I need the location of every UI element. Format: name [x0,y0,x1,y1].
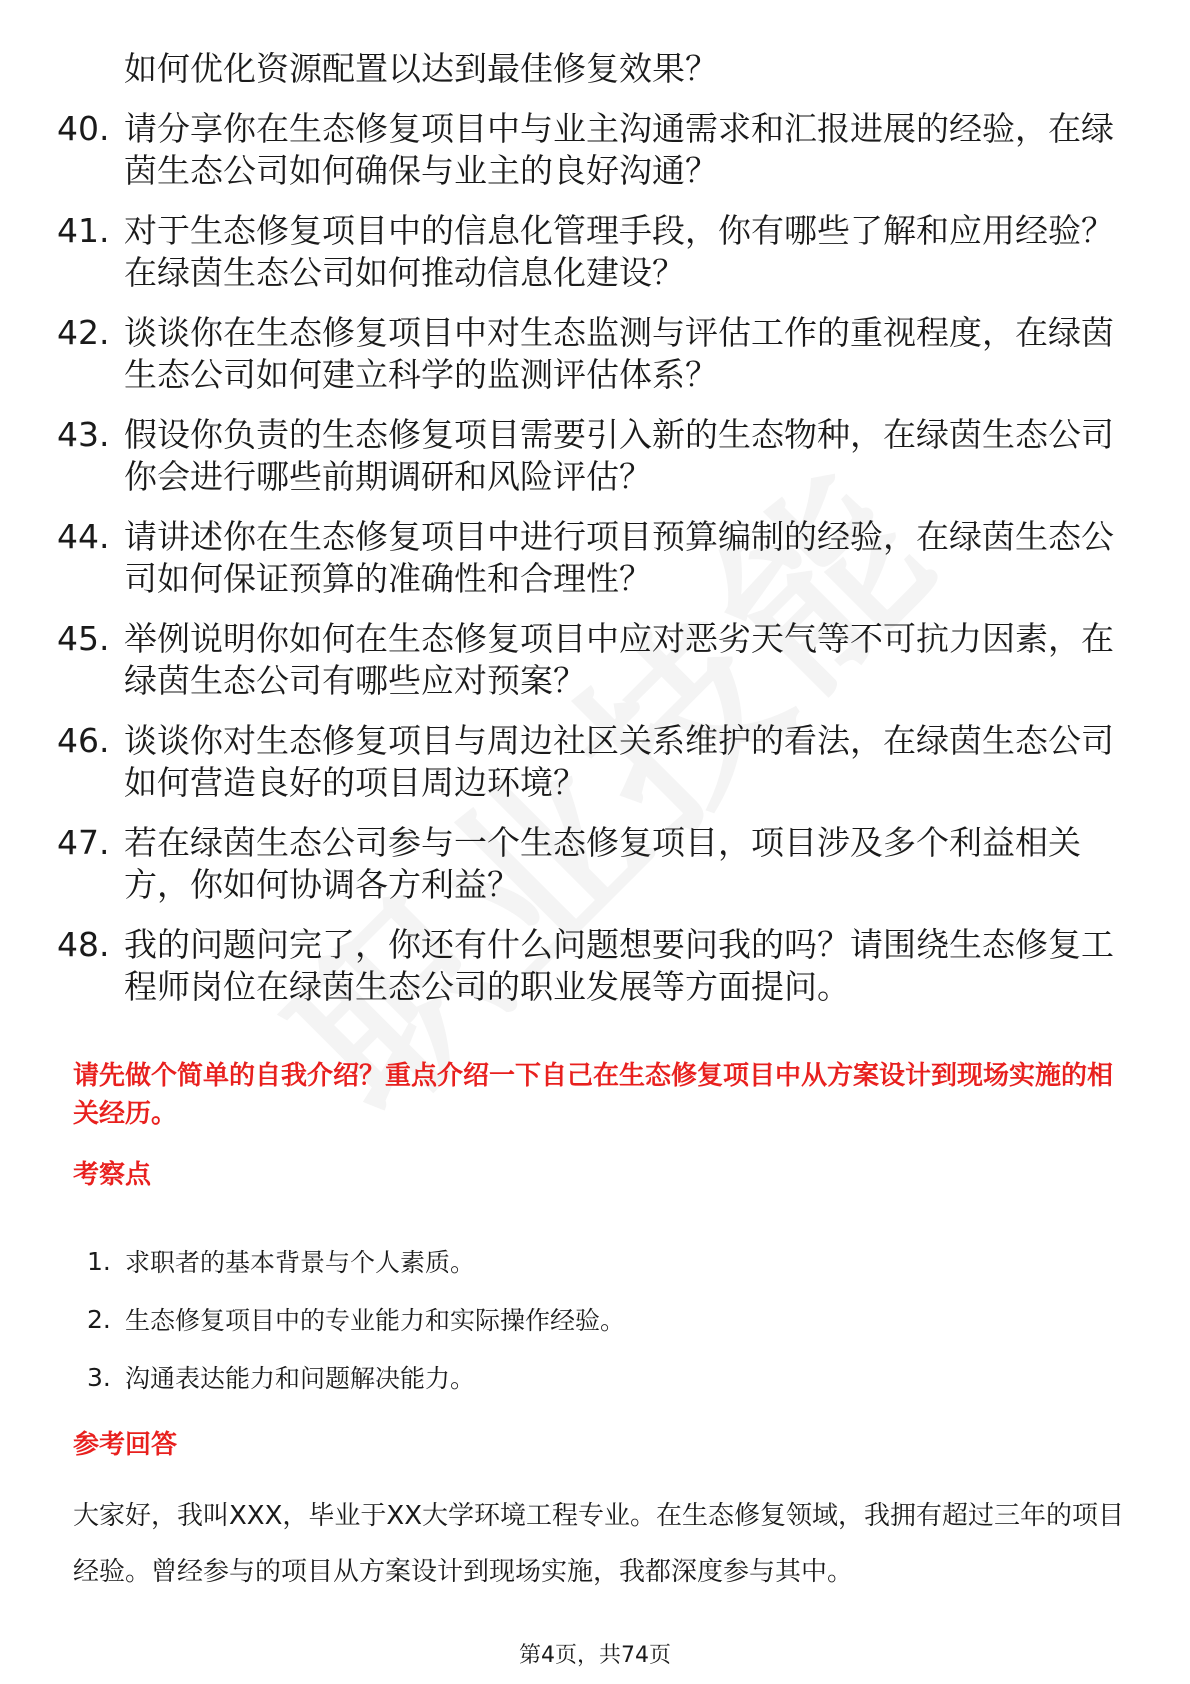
question-item [57,414,1137,498]
question-text: 谈谈你在生态修复项目中对生态监测与评估工作的重视程度，在绿茵生态公司如何建立科学的监测评估体系？ [124,313,1114,394]
question-text: 若在绿茵生态公司参与一个生态修复项目，项目涉及多个利益相关方，你如何协调各方利益？ [124,823,1081,904]
answer-heading: 参考回答 [73,1430,178,1460]
question-list [57,48,1137,1008]
points-heading: 考察点 [73,1160,152,1190]
question-number: 46. [57,721,110,760]
question-number: 40. [57,109,110,148]
answer-text: 大家好，我叫XXX，毕业于XX大学环境工程专业。在生态修复领域，我拥有超过三年的项目经验。曾经参与的项目从方案设计到现场实施，我都深度参与其中。 [73,1501,1125,1587]
question-item [57,516,1137,600]
list-item [87,1290,1087,1348]
question-text: 举例说明你如何在生态修复项目中应对恶劣天气等不可抗力因素，在绿茵生态公司有哪些应对预案？ [124,619,1114,700]
list-item [87,1232,1087,1290]
question-number: 41. [57,211,110,250]
question-item [57,720,1137,804]
question-text: 假设你负责的生态修复项目需要引入新的生态物种，在绿茵生态公司你会进行哪些前期调研和风险评估？ [124,415,1114,496]
question-number: 44. [57,517,110,556]
question-item [57,822,1137,906]
question-item [57,108,1137,192]
question-number: 47. [57,823,110,862]
question-number: 43. [57,415,110,454]
question-item [57,210,1137,294]
question-item [57,618,1137,702]
question-number: 42. [57,313,110,352]
page-footer: 第4页，共74页 [519,1643,671,1668]
question-text: 谈谈你对生态修复项目与周边社区关系维护的看法，在绿茵生态公司如何营造良好的项目周边环境？ [124,721,1114,802]
intro-question: 请先做个简单的自我介绍？重点介绍一下自己在生态修复项目中从方案设计到现场实施的相关经历。 [73,1061,1114,1129]
question-item [57,312,1137,396]
question-number: 45. [57,619,110,658]
question-text: 我的问题问完了，你还有什么问题想要问我的吗？请围绕生态修复工程师岗位在绿茵生态公司的职业发展等方面提问。 [124,925,1114,1006]
question-continuation: 如何优化资源配置以达到最佳修复效果？ [124,49,718,88]
point-number: 3. [87,1362,111,1392]
question-text: 对于生态修复项目中的信息化管理手段，你有哪些了解和应用经验？在绿茵生态公司如何推动信息化建设？ [124,211,1114,292]
point-number: 2. [87,1304,111,1334]
question-text: 请分享你在生态修复项目中与业主沟通需求和汇报进展的经验，在绿茵生态公司如何确保与业主的良好沟通？ [124,109,1114,190]
point-text: 沟通表达能力和问题解决能力。 [125,1364,476,1393]
point-text: 生态修复项目中的专业能力和实际操作经验。 [125,1306,626,1335]
list-item [87,1348,1087,1406]
question-number: 48. [57,925,110,964]
points-list [87,1232,1087,1406]
point-number: 1. [87,1246,111,1276]
question-text: 请讲述你在生态修复项目中进行项目预算编制的经验，在绿茵生态公司如何保证预算的准确性和合理性？ [124,517,1114,598]
point-text: 求职者的基本背景与个人素质。 [125,1248,476,1277]
question-item [57,924,1137,1008]
